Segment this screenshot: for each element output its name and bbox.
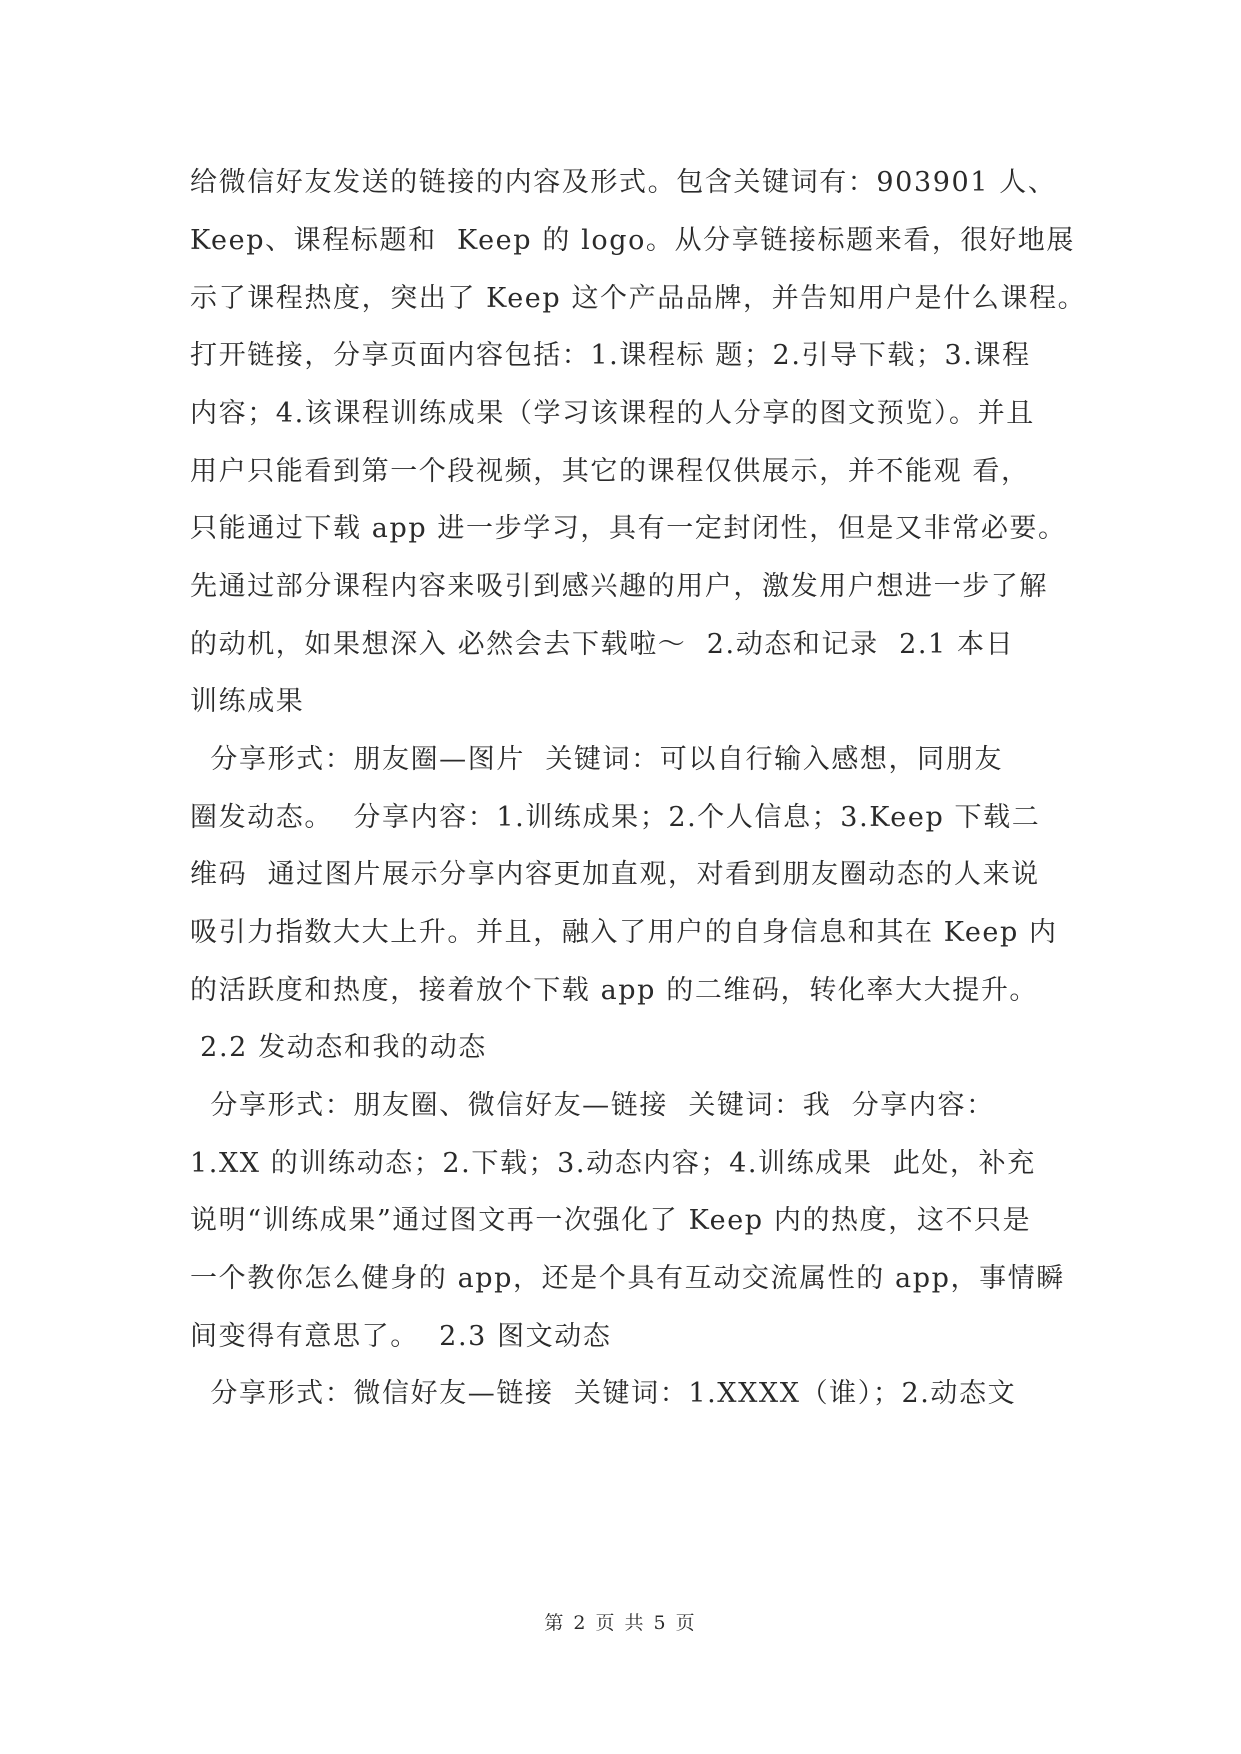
paragraph-line-10: 训练成果	[190, 686, 305, 717]
paragraph-line-7: 只能通过下载 app 进一步学习，具有一定封闭性，但是又非常必要。	[190, 513, 1067, 544]
paragraph-line-13: 维码 通过图片展示分享内容更加直观，对看到朋友圈动态的人来说	[190, 859, 1040, 890]
paragraph-line-5: 内容；4.该课程训练成果（学习该课程的人分享的图文预览）。并且	[190, 398, 1035, 429]
paragraph-line-9: 的动机，如果想深入 必然会去下载啦～ 2.动态和记录 2.1 本日	[190, 629, 1015, 660]
paragraph-line-15: 的活跃度和热度，接着放个下载 app 的二维码，转化率大大提升。	[190, 975, 1039, 1006]
paragraph-line-12: 圈发动态。 分享内容：1.训练成果；2.个人信息；3.Keep 下载二	[190, 802, 1041, 833]
paragraph-line-2: Keep、课程标题和 Keep 的 logo。从分享链接标题来看，很好地展	[190, 225, 1075, 256]
paragraph-line-17: 分享形式：朋友圈、微信好友—链接 关键词：我 分享内容：	[190, 1090, 995, 1121]
paragraph-line-1: 给微信好友发送的链接的内容及形式。包含关键词有：903901 人、	[190, 167, 1057, 198]
paragraph-line-14: 吸引力指数大大上升。并且，融入了用户的自身信息和其在 Keep 内	[190, 917, 1058, 948]
paragraph-line-22: 分享形式：微信好友—链接 关键词：1.XXXX（谁）；2.动态文	[190, 1378, 1017, 1409]
paragraph-line-4: 打开链接，分享页面内容包括：1.课程标 题；2.引导下载；3.课程	[190, 340, 1031, 371]
paragraph-line-3: 示了课程热度，突出了 Keep 这个产品品牌，并告知用户是什么课程。	[190, 283, 1087, 314]
paragraph-line-6: 用户只能看到第一个段视频，其它的课程仅供展示，并不能观 看，	[190, 456, 1030, 487]
paragraph-line-21: 间变得有意思了。 2.3 图文动态	[190, 1321, 612, 1352]
paragraph-line-11: 分享形式：朋友圈—图片 关键词：可以自行输入感想，同朋友	[190, 744, 1003, 775]
section-heading-2-2: 2.2 发动态和我的动态	[190, 1032, 487, 1063]
paragraph-line-20: 一个教你怎么健身的 app，还是个具有互动交流属性的 app，事情瞬	[190, 1263, 1065, 1294]
paragraph-line-8: 先通过部分课程内容来吸引到感兴趣的用户，激发用户想进一步了解	[190, 571, 1048, 602]
paragraph-line-19: 说明“训练成果”通过图文再一次强化了 Keep 内的热度，这不只是	[190, 1205, 1032, 1236]
paragraph-line-18: 1.XX 的训练动态；2.下载；3.动态内容；4.训练成果 此处，补充	[190, 1148, 1036, 1179]
page-number-footer: 第 2 页 共 5 页	[544, 1612, 697, 1634]
